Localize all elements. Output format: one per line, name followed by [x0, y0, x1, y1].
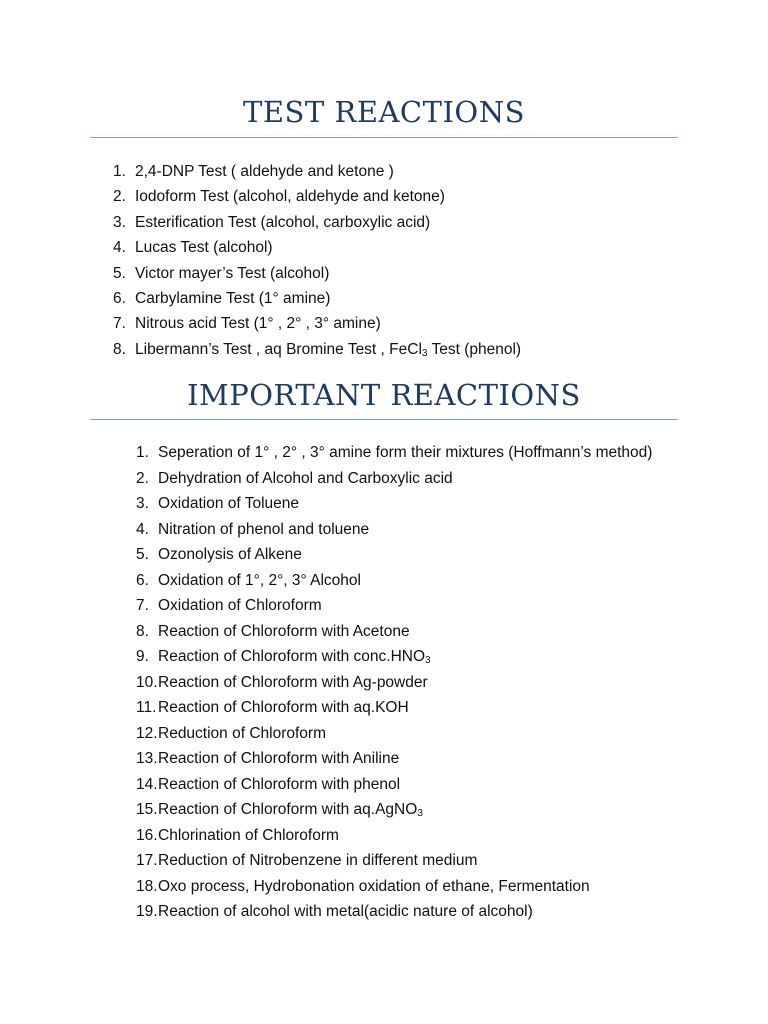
list-item-number: 8. [136, 622, 149, 640]
list-item-number: 4. [113, 239, 126, 257]
list-item [136, 721, 652, 747]
list-item-text [135, 341, 521, 358]
list-item-number: 3. [113, 213, 126, 231]
heading-underline [90, 137, 678, 138]
list-item [136, 619, 652, 645]
list-item [136, 542, 652, 568]
subscript: 3 [421, 347, 428, 359]
list-item [113, 235, 521, 260]
list-item-text-part: Reaction of Chloroform with conc.HNO [158, 648, 426, 665]
list-item-number: 18. [136, 877, 158, 895]
section-heading-important-reactions: IMPORTANT REACTIONS [187, 378, 581, 412]
section-heading-test-reactions: TEST REACTIONS [243, 95, 525, 129]
list-item [136, 823, 652, 849]
list-item [136, 466, 652, 492]
list-item [136, 593, 652, 619]
list-item [136, 568, 652, 594]
list-item-text: Ozonolysis of Alkene [158, 546, 302, 563]
list-item-text: Oxidation of Chloroform [158, 597, 322, 614]
list-item-text: Iodoform Test (alcohol, aldehyde and ketone) [135, 188, 445, 206]
list-item-text: Reaction of Chloroform with Aniline [158, 750, 400, 767]
list-item-text: Reduction of Nitrobenzene in different medium [158, 852, 478, 869]
list-item [136, 797, 652, 823]
list-item-number: 1. [113, 163, 126, 180]
list-item [136, 772, 652, 798]
important-reactions-list [136, 440, 652, 925]
list-item-number: 7. [113, 315, 126, 333]
list-item-number: 12. [136, 724, 158, 742]
list-item-number: 11. [136, 699, 157, 716]
list-item-text: Oxidation of Toluene [158, 495, 300, 512]
list-item-text-part: Libermann’s Test , aq Bromine Test , FeCl [135, 340, 422, 358]
list-item [113, 311, 521, 336]
list-item-text: Victor mayer’s Test (alcohol) [135, 264, 330, 282]
list-item-number: 14. [136, 775, 158, 793]
list-item-text: Reaction of Chloroform with Acetone [158, 622, 410, 640]
list-item-text: Oxo process, Hydrobonation oxidation of ethane, Fermentation [158, 877, 590, 895]
list-item-number: 16. [136, 826, 158, 844]
test-reactions-list [113, 159, 521, 362]
list-item-number: 10. [136, 673, 158, 691]
list-item [136, 874, 652, 900]
list-item-number: 4. [136, 520, 149, 538]
list-item-number: 13. [136, 750, 158, 767]
list-item [136, 899, 652, 925]
list-item [136, 517, 652, 543]
list-item-text: Reaction of Chloroform with Ag-powder [158, 673, 428, 691]
list-item-number: 3. [136, 495, 149, 512]
list-item-number: 2. [136, 469, 149, 487]
list-item-text: Chlorination of Chloroform [158, 826, 339, 844]
list-item-text: 2,4-DNP Test ( aldehyde and ketone ) [135, 163, 394, 180]
list-item-text: Reaction of Chloroform with phenol [158, 775, 401, 793]
list-item-text [158, 648, 431, 665]
list-item-text: Dehydration of Alcohol and Carboxylic acid [158, 469, 453, 487]
list-item-text: Carbylamine Test (1° amine) [135, 289, 331, 307]
list-item-number: 2. [113, 188, 126, 206]
list-item-number: 19. [136, 903, 158, 920]
list-item [136, 644, 652, 670]
list-item-number: 5. [113, 264, 126, 282]
list-item-text: Oxidation of 1°, 2°, 3° Alcohol [158, 571, 361, 589]
list-item [113, 210, 521, 235]
list-item [136, 491, 652, 517]
list-item [113, 337, 521, 362]
list-item [136, 695, 652, 721]
list-item-text [158, 801, 423, 818]
list-item-text-part: Reaction of Chloroform with aq.AgNO [158, 801, 418, 818]
list-item-number: 6. [113, 289, 126, 307]
list-item [136, 746, 652, 772]
list-item-text: Seperation of 1° , 2° , 3° amine form their mixtures (Hoffmann’s method) [158, 444, 653, 461]
list-item-number: 7. [136, 597, 149, 614]
heading-underline [90, 419, 678, 420]
list-item-text: Esterification Test (alcohol, carboxylic acid) [135, 213, 431, 231]
list-item [113, 286, 521, 311]
list-item-text: Lucas Test (alcohol) [135, 239, 273, 257]
list-item [136, 670, 652, 696]
list-item-number: 15. [136, 801, 158, 818]
list-item-number: 6. [136, 571, 149, 589]
list-item-number: 8. [113, 340, 126, 358]
list-item [136, 848, 652, 874]
list-item [113, 184, 521, 209]
list-item-text-part: Test (phenol) [427, 340, 522, 358]
list-item [113, 261, 521, 286]
subscript: 3 [425, 655, 431, 666]
list-item [136, 440, 652, 466]
list-item [113, 159, 521, 184]
list-item-number: 17. [136, 852, 158, 869]
list-item-text: Reaction of Chloroform with aq.KOH [158, 699, 409, 716]
subscript: 3 [417, 808, 423, 819]
list-item-text: Reduction of Chloroform [158, 724, 326, 742]
list-item-number: 5. [136, 546, 149, 563]
list-item-text: Nitrous acid Test (1° , 2° , 3° amine) [135, 315, 381, 333]
list-item-number: 1. [136, 444, 149, 461]
list-item-text: Reaction of alcohol with metal(acidic nature of alcohol) [158, 903, 533, 920]
list-item-number: 9. [136, 648, 149, 665]
list-item-text: Nitration of phenol and toluene [158, 520, 370, 538]
